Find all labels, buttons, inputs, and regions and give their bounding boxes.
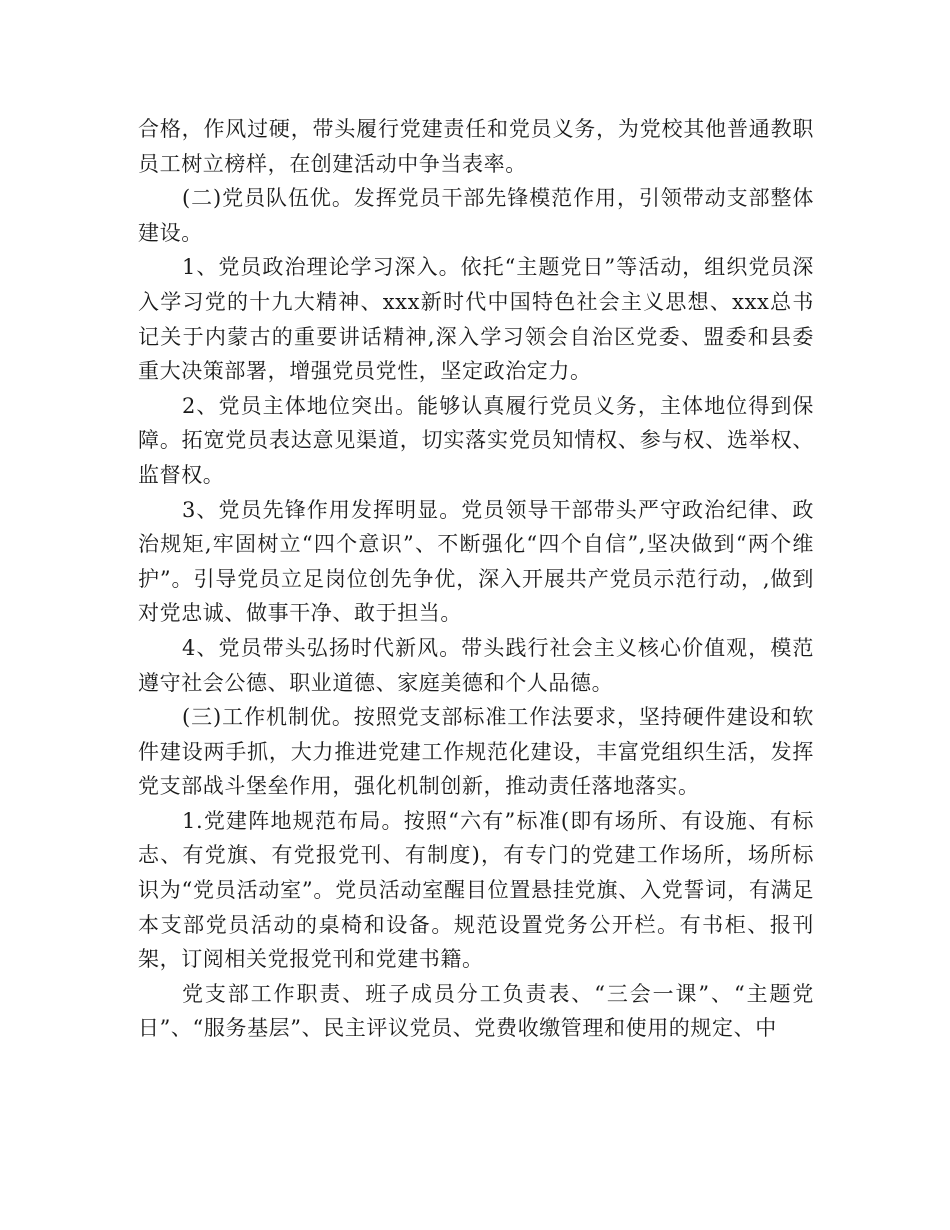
- paragraph-9: 党支部工作职责、班子成员分工负责表、“三会一课”、“主题党日”、“服务基层”、民主评议党员、党费收缴管理和使用的规定、中: [138, 981, 814, 1041]
- paragraph-3: 1、党员政治理论学习深入。依托“主题党日”等活动，组织党员深入学习党的十九大精神、xxx新时代中国特色社会主义思想、xxx总书记关于内蒙古的重要讲话精神,深入学习领会自治区党委、盟委和县委重大决策部署，增强党员党性，坚定政治定力。: [138, 255, 814, 384]
- paragraph-1: 合格，作风过硬，带头履行党建责任和党员义务，为党校其他普通教职员工树立榜样，在创建活动中争当表率。: [138, 117, 814, 176]
- paragraph-6: 4、党员带头弘扬时代新风。带头践行社会主义核心价值观，模范遵守社会公德、职业道德、家庭美德和个人品德。: [138, 635, 814, 695]
- document-body: [138, 112, 814, 1046]
- paragraph-8: 1.党建阵地规范布局。按照“六有”标准(即有场所、有设施、有标志、有党旗、有党报党刊、有制度)，有专门的党建工作场所，场所标识为“党员活动室”。党员活动室醒目位置悬挂党旗、入党誓词，有满足本支部党员活动的桌椅和设备。规范设置党务公开栏。有书柜、报刊架，订阅相关党报党刊和党建书籍。: [138, 808, 814, 972]
- paragraph-7: (三)工作机制优。按照党支部标准工作法要求，坚持硬件建设和软件建设两手抓，大力推进党建工作规范化建设，丰富党组织生活，发挥党支部战斗堡垒作用，强化机制创新，推动责任落地落实。: [138, 705, 814, 799]
- paragraph-4: 2、党员主体地位突出。能够认真履行党员义务，主体地位得到保障。拓宽党员表达意见渠道，切实落实党员知情权、参与权、选举权、监督权。: [138, 393, 814, 487]
- paragraph-5: 3、党员先锋作用发挥明显。党员领导干部带头严守政治纪律、政治规矩,牢固树立“四个意识”、不断强化“四个自信”,坚决做到“两个维护”。引导党员立足岗位创先争优，深入开展共产党员示范行动，,做到对党忠诚、做事干净、敢于担当。: [138, 497, 814, 626]
- paragraph-2: (二)党员队伍优。发挥党员干部先锋模范作用，引领带动支部整体建设。: [138, 186, 814, 245]
